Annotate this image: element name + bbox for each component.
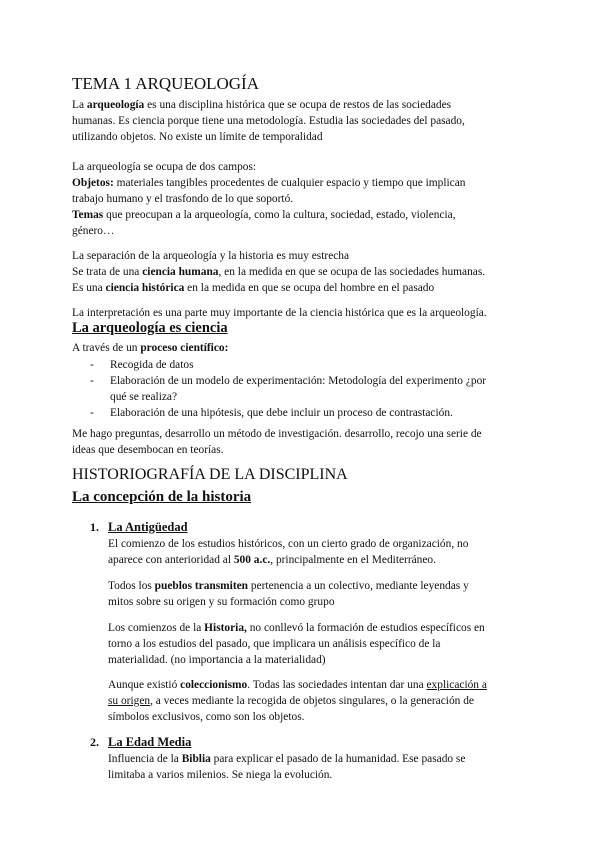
paragraph-line: humanas. Es ciencia porque tiene una metodología. Estudia las sociedades del pasado, — [72, 115, 465, 127]
paragraph-line: limitaba a varios milenios. Se niega la evolución. — [108, 769, 333, 781]
list-item-text: Recogida de datos — [110, 359, 194, 371]
paragraph-line — [108, 578, 469, 594]
bold-term: Historia, — [204, 622, 247, 634]
bold-term: ciencia histórica — [105, 282, 185, 294]
list-item-text: Elaboración de un modelo de experimentación: Metodología del experimento ¿por — [110, 375, 487, 387]
section-title: La Edad Media — [108, 735, 192, 749]
text: Influencia de la — [108, 753, 182, 765]
text: es una disciplina histórica que se ocupa de restos de las sociedades — [144, 99, 452, 111]
paragraph-line: El comienzo de los estudios históricos, con un cierto grado de organización, no — [108, 538, 469, 550]
numbered-heading — [0, 520, 600, 536]
section-title: La Antigüedad — [108, 520, 188, 534]
paragraph-line — [108, 552, 436, 568]
text: La — [72, 99, 87, 111]
paragraph-line — [108, 677, 487, 693]
bullet-dash: - — [90, 407, 94, 419]
paragraph-line — [72, 175, 465, 191]
list-number: 1. — [90, 520, 99, 534]
subheading-science: La arqueología es ciencia — [72, 320, 228, 336]
text: Todos los — [108, 580, 155, 592]
text: aparece con anterioridad al — [108, 554, 234, 566]
bullet-dash: - — [90, 375, 94, 387]
bold-term: coleccionismo — [180, 679, 248, 691]
paragraph-line: Me hago preguntas, desarrollo un método de investigación. desarrollo, recojo una serie de — [72, 428, 482, 440]
paragraph-line: La interpretación es una parte muy importante de la ciencia histórica que es la arqueología. — [72, 307, 487, 319]
section-heading: HISTORIOGRAFÍA DE LA DISCIPLINA — [72, 466, 348, 483]
text: , a veces mediante la recogida de objetos singulares, o la generación de — [150, 695, 474, 707]
numbered-heading — [0, 735, 600, 751]
paragraph-line: torno a los estudios del pasado, que implicara un análisis específico de la — [108, 638, 441, 650]
text: para explicar el pasado de la humanidad. Ese pasado se — [210, 753, 466, 765]
list-item-continuation: qué se realiza? — [110, 391, 178, 403]
paragraph-line: La arqueología se ocupa de dos campos: — [72, 161, 257, 173]
bullet-dash: - — [90, 359, 94, 371]
bold-term: 500 a.c. — [233, 554, 271, 566]
bold-term: Temas — [72, 209, 104, 221]
paragraph-line: materialidad. (no importancia a la materialidad) — [108, 654, 326, 666]
text: Es una — [72, 282, 106, 294]
paragraph-line — [72, 280, 434, 296]
bold-term: Objetos: — [72, 177, 114, 189]
underlined-text: su origen — [108, 695, 151, 707]
paragraph-line: trabajo humano y el trasfondo de lo que soportó. — [72, 193, 294, 205]
paragraph-line: La separación de la arqueología y la historia es muy estrecha — [72, 250, 350, 262]
paragraph-line: utilizando objetos. No existe un límite de temporalidad — [72, 131, 323, 143]
text: , en la medida en que se ocupa de las sociedades humanas. — [218, 266, 486, 278]
paragraph-line: mitos sobre su origen y su formación como grupo — [108, 596, 335, 608]
paragraph-line — [108, 693, 474, 709]
underlined-text: explicación a — [426, 679, 487, 691]
text: no conllevó la formación de estudios específicos en — [246, 622, 485, 634]
text: Aunque existió — [108, 679, 181, 691]
bold-term: ciencia humana — [142, 266, 219, 278]
paragraph-line — [72, 340, 228, 356]
text: A través de un — [72, 342, 141, 354]
text: . Todas las sociedades intentan dar una — [247, 679, 427, 691]
paragraph-line — [72, 207, 456, 223]
text: en la medida en que se ocupa del hombre en el pasado — [184, 282, 435, 294]
paragraph-line — [72, 97, 451, 113]
paragraph-line — [108, 751, 465, 767]
paragraph-line — [72, 264, 485, 280]
list-item-text: Elaboración de una hipótesis, que debe incluir un proceso de contrastación. — [110, 407, 453, 419]
text: Los comienzos de la — [108, 622, 205, 634]
paragraph-line: ideas que desembocan en teorías. — [72, 444, 224, 456]
text: materiales tangibles procedentes de cualquier espacio y tiempo que implican — [113, 177, 466, 189]
paragraph-line: género… — [72, 225, 115, 237]
text: Se trata de una — [72, 266, 143, 278]
list-number: 2. — [90, 735, 99, 749]
paragraph-line: símbolos exclusivos, como son los objetos. — [108, 711, 305, 723]
text: que preocupan a la arqueología, como la cultura, sociedad, estado, violencia, — [103, 209, 456, 221]
text: pertenencia a un colectivo, mediante leyendas y — [248, 580, 469, 592]
bold-term: Biblia — [181, 753, 211, 765]
text: , principalmente en el Mediterráneo. — [270, 554, 436, 566]
paragraph-line — [108, 620, 485, 636]
bold-term: arqueología — [86, 99, 145, 111]
bold-term: pueblos transmiten — [154, 580, 249, 592]
bold-term: proceso científico: — [140, 342, 229, 354]
subheading-history: La concepción de la historia — [72, 489, 252, 505]
page-title: TEMA 1 ARQUEOLOGÍA — [72, 74, 259, 93]
